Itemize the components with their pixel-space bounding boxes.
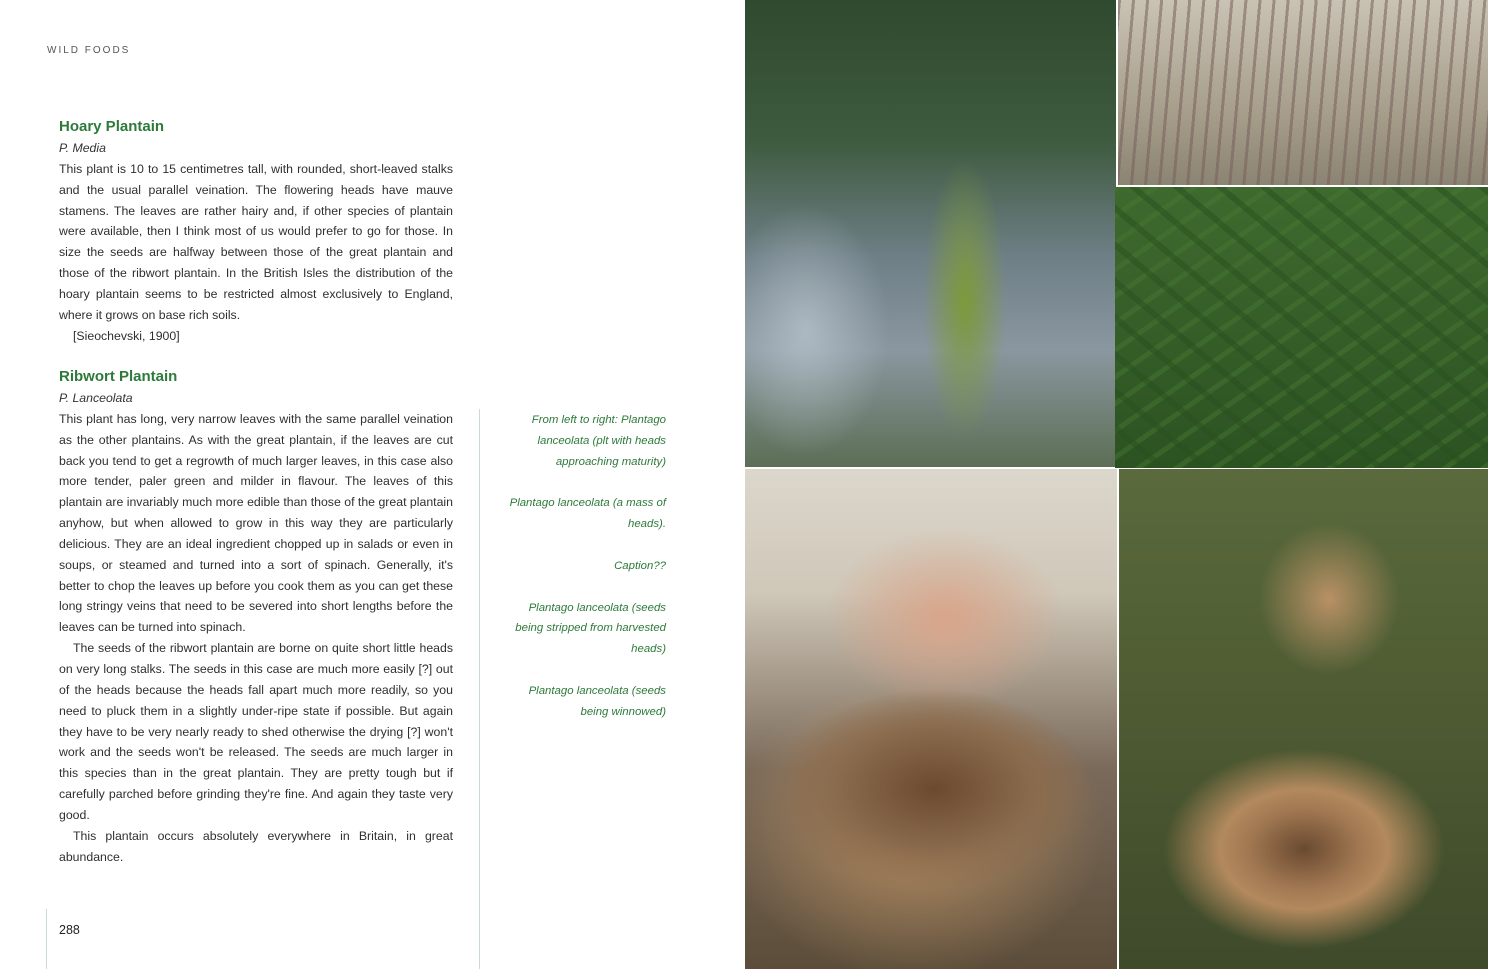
citation: [Sieochevski, 1900] — [73, 328, 180, 343]
caption: From left to right: Plantago lanceolata (plt with heads approaching maturity) — [531, 414, 666, 468]
page-number: 288 — [59, 923, 80, 937]
latin-name: P. Lanceolata — [59, 391, 133, 405]
photo-captions — [500, 410, 666, 744]
photo-plantain-plant — [745, 0, 1116, 467]
section-hoary-plantain — [59, 117, 453, 346]
photo-plantain-heads — [1118, 0, 1488, 185]
caption: Plantago lanceolata (seeds being winnowed) — [528, 684, 666, 718]
body-paragraph: This plant is 10 to 15 centimetres tall, with rounded, short-leaved stalks and the usual parallel veination. The flowering heads have mauve stamens. The leaves are rather hairy and, if other species of plantain were available, then I think most of us would prefer to go for those. In size the seeds are halfway between those of the great plantain and those of the ribwort plantain. In the British Isles the distribution of the hoary plantain seems to be restricted almost exclusively to England, where it grows on base rich soils. — [59, 161, 453, 322]
caption: Caption?? — [614, 559, 666, 572]
photo-plantain-leaves — [1115, 187, 1488, 468]
caption: Plantago lanceolata (a mass of heads). — [509, 497, 666, 531]
caption: Plantago lanceolata (seeds being stripped from harvested heads) — [515, 601, 666, 656]
latin-name: P. Media — [59, 141, 106, 155]
body-paragraph: This plantain occurs absolutely everywhere in Britain, in great abundance. — [59, 828, 453, 864]
body-paragraph: The seeds of the ribwort plantain are borne on quite short little heads on very long stalks. The seeds in this case are much more easily [?] out of the heads because the heads fall apart much more readily, so you need to pluck them in a slightly under-ripe state if possible. But again they have to be very nearly ready to shed otherwise the drying [?] won't work and the seeds won't be released. The seeds are much larger in this species than in the great plantain. They are pretty tough but if carefully parched before grinding they're fine. And again they taste very good. — [59, 641, 453, 822]
margin-rule — [46, 909, 47, 969]
photo-seed-stripping — [745, 469, 1117, 969]
section-ribwort-plantain — [59, 367, 453, 867]
section-heading: Hoary Plantain — [59, 118, 165, 135]
running-head: WILD FOODS — [47, 45, 131, 56]
section-heading: Ribwort Plantain — [59, 368, 178, 385]
column-divider — [479, 409, 480, 969]
photo-seed-winnowing — [1119, 469, 1488, 969]
body-paragraph: This plant has long, very narrow leaves with the same parallel veination as the other plantains. As with the great plantain, if the leaves are cut back you tend to get a regrowth of much larger leaves, in this case also more tender, paler green and milder in flavour. The leaves of this plantain are invariably much more edible than those of the great plantain anyhow, but when allowed to grow in this way they are particularly delicious. They are an ideal ingredient chopped up in salads or even in soups, or steamed and turned into a sort of spinach. Generally, it's better to chop the leaves up before you cook them as you can get these long stringy veins that need to be severed into short lengths before the leaves can be turned into spinach. — [59, 411, 453, 635]
